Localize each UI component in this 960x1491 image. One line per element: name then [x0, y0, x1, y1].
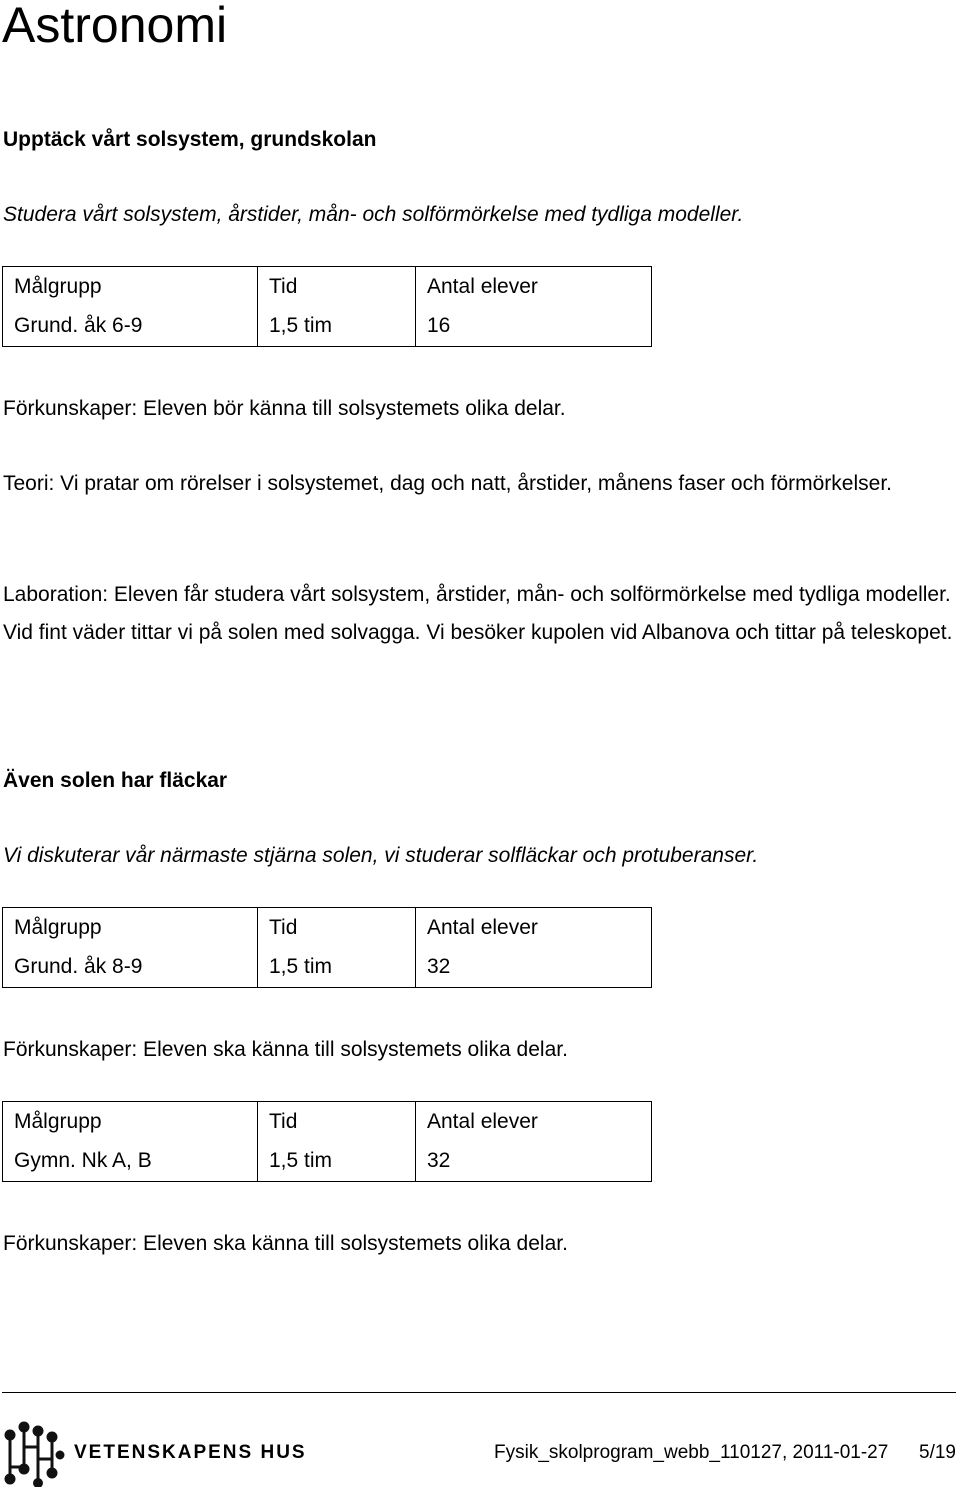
- logo-wordmark: VETENSKAPENS HUS: [74, 1442, 307, 1463]
- footer-document-info: Fysik_skolprogram_webb_110127, 2011-01-27: [494, 1442, 889, 1463]
- table-cell-target-group: Gymn. Nk A, B: [3, 1142, 258, 1182]
- table-header-time: Tid: [258, 1102, 416, 1142]
- table-header-time: Tid: [258, 908, 416, 948]
- laboration-text: Laboration: Eleven får studera vårt solsystem, årstider, mån- och solförmörkelse med tydliga modeller. Vid fint väder tittar vi på solen med solvagga. Vi besöker kupolen vid Albanova och tittar på teleskopet.: [3, 583, 953, 644]
- table-cell-time: 1,5 tim: [258, 307, 416, 347]
- section-lead-solar-system: Studera vårt solsystem, årstider, mån- och solförmörkelse med tydliga modeller.: [3, 203, 744, 226]
- table-cell-students: 16: [416, 307, 652, 347]
- table-header-students: Antal elever: [416, 908, 652, 948]
- section-heading-sunspots: Även solen har fläckar: [3, 769, 228, 792]
- footer-page-number: 5/19: [919, 1442, 956, 1463]
- molecule-logo-icon: [4, 1417, 66, 1487]
- section-heading-solar-system: Upptäck vårt solsystem, grundskolan: [3, 128, 377, 151]
- table-cell-target-group: Grund. åk 8-9: [3, 948, 258, 988]
- table-cell-time: 1,5 tim: [258, 948, 416, 988]
- page-title: Astronomi: [2, 0, 228, 53]
- table-header-students: Antal elever: [416, 1102, 652, 1142]
- section-lead-sunspots: Vi diskuterar vår närmaste stjärna solen, vi studerar solfläckar och protuberanser.: [3, 844, 759, 867]
- prerequisites-text: Förkunskaper: Eleven bör känna till solsystemets olika delar.: [3, 397, 566, 420]
- table-header-target-group: Målgrupp: [3, 908, 258, 948]
- table-cell-students: 32: [416, 948, 652, 988]
- table-cell-time: 1,5 tim: [258, 1142, 416, 1182]
- prerequisites-text: Förkunskaper: Eleven ska känna till solsystemets olika delar.: [3, 1232, 568, 1255]
- theory-text: Teori: Vi pratar om rörelser i solsystemet, dag och natt, årstider, månens faser och förmörkelser.: [3, 472, 892, 495]
- info-table-solar-system: [2, 266, 652, 347]
- table-cell-target-group: Grund. åk 6-9: [3, 307, 258, 347]
- prerequisites-text: Förkunskaper: Eleven ska känna till solsystemets olika delar.: [3, 1038, 568, 1061]
- info-table-sunspots-upper: [2, 1101, 652, 1182]
- table-header-students: Antal elever: [416, 267, 652, 307]
- table-header-target-group: Målgrupp: [3, 1102, 258, 1142]
- table-cell-students: 32: [416, 1142, 652, 1182]
- footer-divider: [2, 1392, 956, 1393]
- info-table-sunspots-primary: [2, 907, 652, 988]
- table-header-time: Tid: [258, 267, 416, 307]
- table-header-target-group: Målgrupp: [3, 267, 258, 307]
